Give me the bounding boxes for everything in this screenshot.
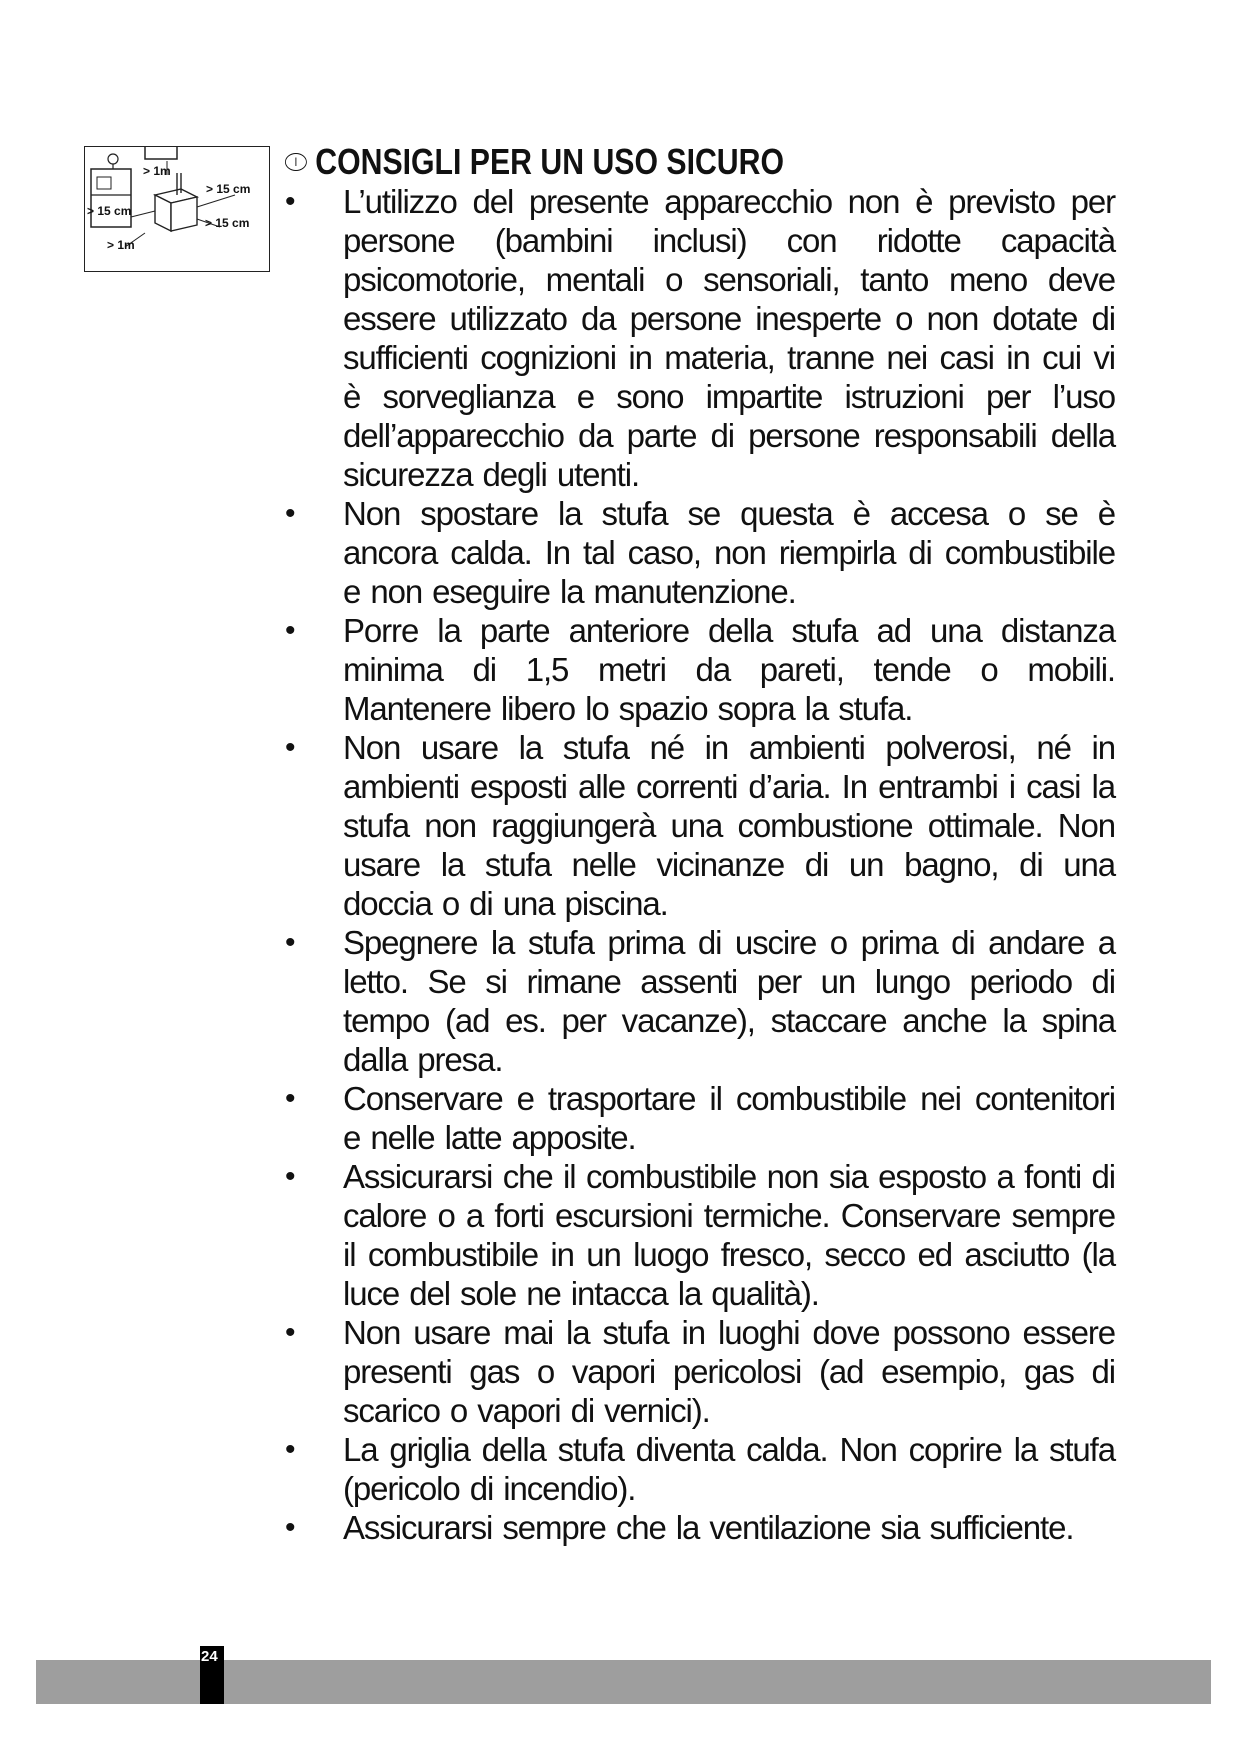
- page-number: 24: [201, 1648, 218, 1665]
- clearance-label-right-lower: > 15 cm: [205, 216, 250, 230]
- safety-rule: [285, 1079, 1115, 1157]
- safety-rule-text: Assicurarsi che il combustibile non sia esposto a fonti di calore o a forti escursioni termiche. Conservare sempre il combustibile in un luogo fresco, secco ed asciutto (la luce del sole ne intacca la qualità).: [343, 1158, 1115, 1312]
- clearance-label-top: > 1m: [143, 164, 171, 178]
- bullet-icon: •: [285, 614, 295, 647]
- safety-rule: [285, 611, 1115, 728]
- safety-rule: [285, 494, 1115, 611]
- safety-rule-text: Spegnere la stufa prima di uscire o prima di andare a letto. Se si rimane assenti per un lungo periodo di tempo (ad es. per vacanze), staccare anche la spina dalla presa.: [343, 924, 1115, 1078]
- safety-rule-text: Assicurarsi sempre che la ventilazione sia sufficiente.: [343, 1509, 1074, 1546]
- safety-rule: [285, 1430, 1115, 1508]
- safety-rule-text: La griglia della stufa diventa calda. Non coprire la stufa (pericolo di incendio).: [343, 1431, 1115, 1507]
- safety-rule-text: L’utilizzo del presente apparecchio non è previsto per persone (bambini inclusi) con ridotte capacità psicomotorie, mentali o sensoriali, tanto meno deve essere utilizzato da persone inesperte o non dotate di sufficienti cognizioni in materia, tranne nei casi in cui vi è sorveglianza e sono impartite istruzioni per l’uso dell’apparecchio da parte di persone responsabili della sicurezza degli utenti.: [343, 183, 1115, 493]
- safety-rule-text: Porre la parte anteriore della stufa ad una distanza minima di 1,5 metri da pareti, tende o mobili. Mantenere libero lo spazio sopra la stufa.: [343, 612, 1115, 727]
- bullet-icon: •: [285, 497, 295, 530]
- safety-rule: [285, 923, 1115, 1079]
- clearance-label-bottom: > 1m: [107, 238, 135, 252]
- bullet-icon: •: [285, 1433, 295, 1466]
- bullet-icon: •: [285, 1160, 295, 1193]
- bullet-icon: •: [285, 1511, 295, 1544]
- clearance-diagram: [84, 146, 270, 272]
- safety-rule-text: Non usare la stufa né in ambienti polverosi, né in ambienti esposti alle correnti d’aria. In entrambi i casi la stufa non raggiungerà una combustione ottimale. Non usare la stufa nelle vicinanze di un bagno, di una doccia o di una piscina.: [343, 729, 1115, 922]
- safety-rule: [285, 728, 1115, 923]
- bullet-icon: •: [285, 1082, 295, 1115]
- safety-rules-list: [285, 182, 1115, 1547]
- safety-rule-text: Non spostare la stufa se questa è accesa o se è ancora calda. In tal caso, non riempirla di combustibile e non eseguire la manutenzione.: [343, 495, 1115, 610]
- section-heading: [285, 142, 982, 182]
- bullet-icon: •: [285, 1316, 295, 1349]
- bullet-icon: •: [285, 185, 295, 218]
- clearance-label-left: > 15 cm: [87, 204, 132, 218]
- bullet-icon: •: [285, 731, 295, 764]
- bullet-icon: •: [285, 926, 295, 959]
- stove-clearance-illustration: [85, 147, 268, 270]
- safety-section: [285, 142, 1115, 1547]
- safety-rule: [285, 1313, 1115, 1430]
- safety-rule-text: Non usare mai la stufa in luoghi dove possono essere presenti gas o vapori pericolosi (ad esempio, gas di scarico o vapori di vernici).: [343, 1314, 1115, 1429]
- section-title: CONSIGLI PER UN USO SICURO: [315, 141, 785, 182]
- safety-rule: [285, 1157, 1115, 1313]
- safety-rule: [285, 1508, 1115, 1547]
- language-badge: I: [285, 153, 307, 171]
- safety-rule: [285, 182, 1115, 494]
- clearance-label-right-upper: > 15 cm: [206, 182, 251, 196]
- safety-rule-text: Conservare e trasportare il combustibile nei contenitori e nelle latte apposite.: [343, 1080, 1115, 1156]
